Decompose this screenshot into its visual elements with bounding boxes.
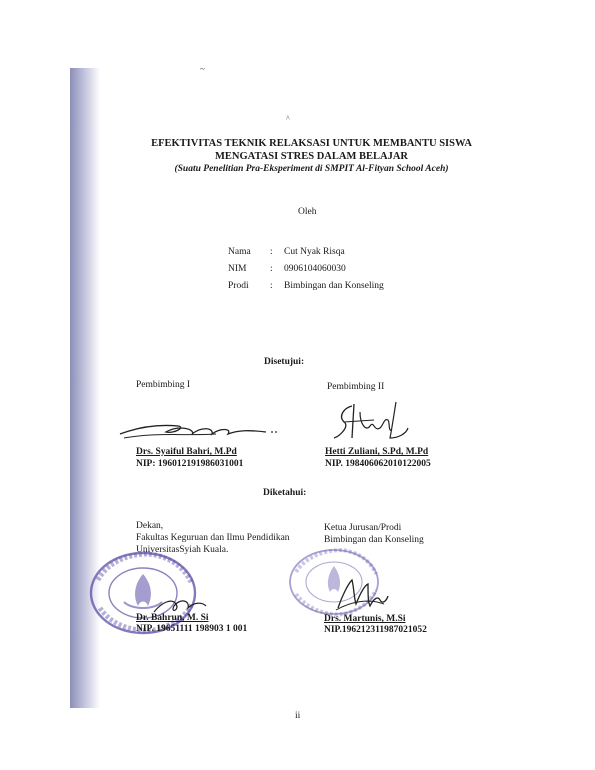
diketahui-heading: Diketahui: [263, 488, 307, 498]
title-line-3: (Suatu Penelitian Pra-Eksperiment di SMPIT Al-Fityan School Aceh) [174, 164, 449, 174]
identity-sep: : [270, 264, 273, 274]
kajur-name: Drs. Martunis, M.Si [324, 614, 406, 624]
disetujui-heading: Disetujui: [264, 357, 305, 367]
identity-label: NIM [228, 264, 247, 274]
pembimbing-2-role: Pembimbing II [327, 382, 385, 392]
pembimbing-2-name: Hetti Zuliani, S.Pd, M.Pd [325, 447, 429, 457]
identity-label: Nama [228, 247, 251, 257]
kajur-line-2: Bimbingan dan Konseling [324, 535, 424, 545]
identity-value: Cut Nyak Risqa [284, 247, 345, 257]
kajur-line-1: Ketua Jurusan/Prodi [324, 523, 402, 533]
caret-mark: ^ [286, 114, 290, 123]
identity-value: 0906104060030 [284, 264, 346, 274]
title-line-1: EFEKTIVITAS TEKNIK RELAKSASI UNTUK MEMBANTU SISWA [151, 138, 472, 149]
kajur-nip: NIP.196212311987021052 [324, 625, 427, 635]
dekan-line-1: Dekan, [136, 521, 164, 531]
signature-pembimbing-1 [116, 410, 282, 444]
page-number: ii [295, 711, 301, 721]
pembimbing-1-name: Drs. Syaiful Bahri, M.Pd [136, 447, 237, 457]
oleh-label: Oleh [298, 207, 317, 217]
identity-value: Bimbingan dan Konseling [284, 281, 384, 291]
title-line-2: MENGATASI STRES DALAM BELAJAR [214, 151, 408, 162]
signature-pembimbing-2 [330, 398, 410, 446]
pembimbing-2-nip: NIP. 198406062010122005 [325, 459, 431, 469]
signature-kajur [334, 574, 390, 614]
stray-mark: ~ [200, 64, 205, 74]
dekan-line-3: UniversitasSyiah Kuala. [136, 545, 229, 555]
identity-label: Prodi [228, 281, 249, 291]
pembimbing-1-role: Pembimbing I [136, 380, 191, 390]
dekan-nip: NIP. 19651111 198903 1 001 [136, 624, 248, 634]
identity-sep: : [270, 281, 273, 291]
dekan-line-2: Fakultas Keguruan dan Ilmu Pendidikan [136, 533, 290, 543]
pembimbing-1-nip: NIP: 196012191986031001 [136, 459, 244, 469]
identity-sep: : [270, 247, 273, 257]
dekan-name: Dr. Bahrun, M. Si [136, 613, 209, 623]
